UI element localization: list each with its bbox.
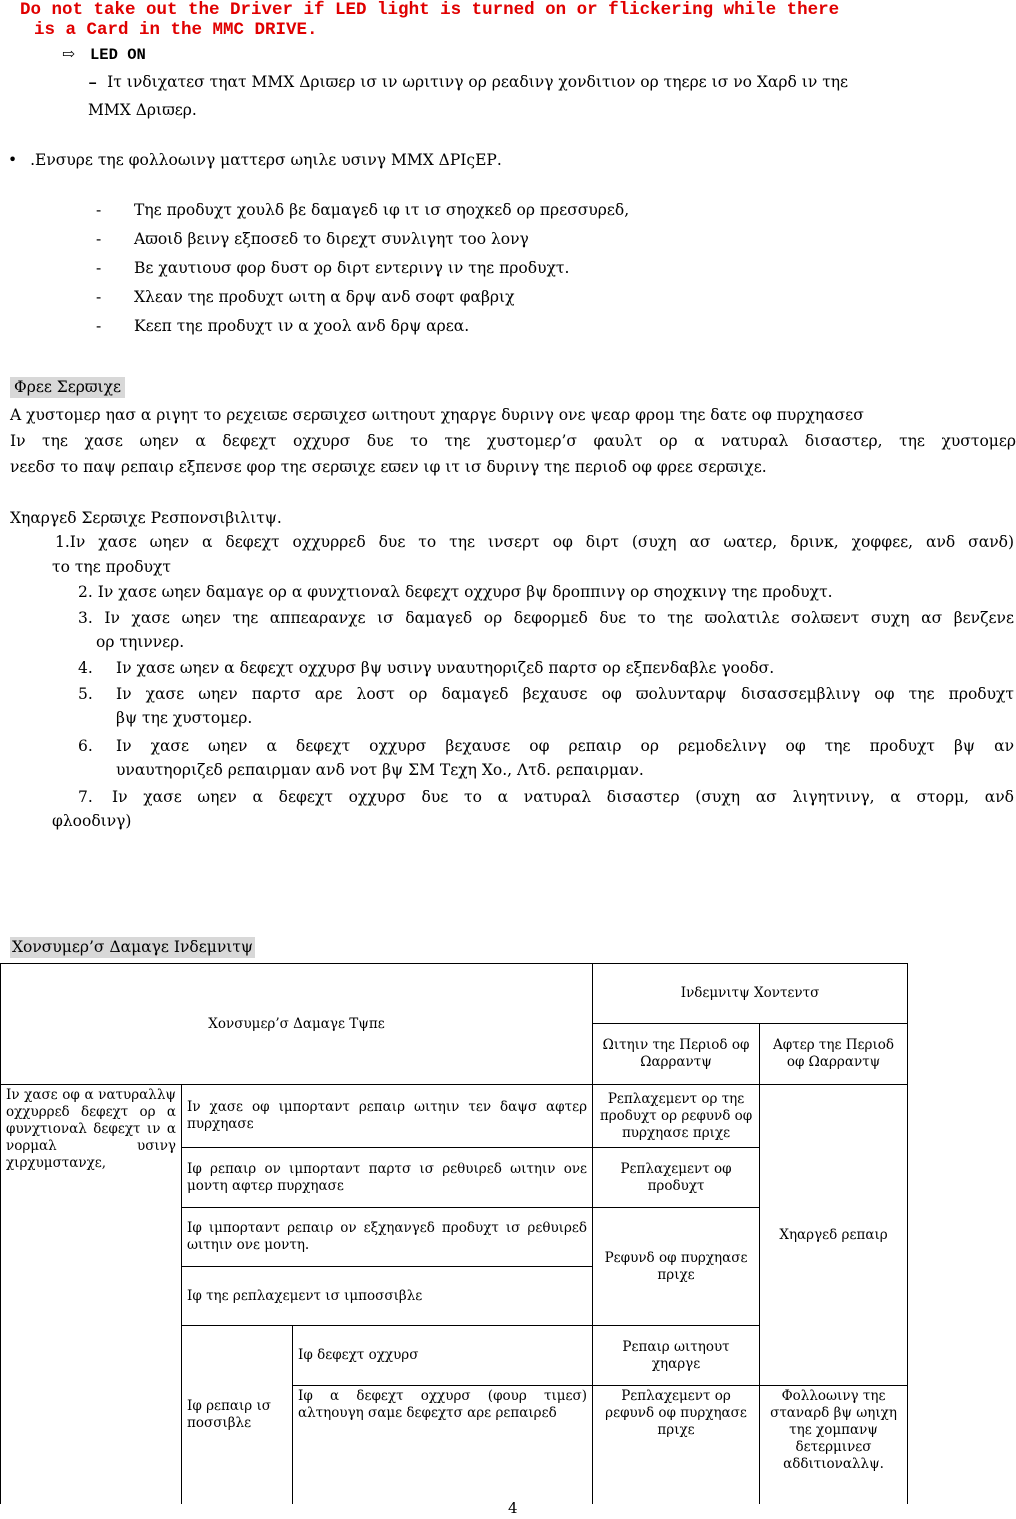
free-service-line-3: νεεδσ το παψ ρεπαιρ εξπενσε φορ τηε σερϖιχε εϖεν ιφ ιτ ισ δυρινγ τηε περιοδ οφ φρεε σερϖιχε. (10, 458, 767, 476)
charged-item-1 (52, 532, 1014, 578)
charged-item-6 (52, 736, 1014, 781)
item-continuation: υναυτηοριζεδ ρεπαιρμαν ανδ νοτ βψ ΣΜ Τεχη Χο., Λτδ. ρεπαιρμαν. (116, 761, 644, 779)
led-description (88, 72, 1014, 121)
driver-warning (20, 0, 1015, 40)
warning-line-2: is a Card in the MMC DRIVE. (34, 20, 318, 40)
within-warranty-cell: Ρεφυνδ οφ πυρχηασε πριχε (593, 1208, 760, 1326)
item-text: Ιν χασε ωηεν παρτσ αρε λοστ ορ δαμαγεδ βεχαυσε οφ ϖολυνταρψ δισασσεμβλινγ οφ τηε προδυχτ (116, 685, 1014, 703)
charged-item-3 (52, 608, 1014, 653)
item-number: 5. (78, 685, 93, 703)
led-text-1: Ιτ ινδιχατεσ τηατ ΜΜΧ Δριϖερ ισ ιν ωριτινγ ορ ρεαδινγ χονδιτιον ορ τηερε ισ νο Χαρδ ιν τηε (107, 73, 849, 91)
case-natural-defect: Ιν χασε οφ α νατυραλλψ οχχυρρεδ δεφεχτ ορ α φυνχτιοναλ δεφεχτ ιν α νορμαλ υσινγ χιρχυμστανχε, (1, 1085, 182, 1504)
precaution-item: - Κεεπ τηε προδυχτ ιν α χοολ ανδ δρψ αρεα. (96, 316, 996, 345)
free-service-line-2: Ιν τηε χασε ωηεν α δεφεχτ οχχυρσ δυε το τηε χυστομερ’σ φαυλτ ορ α νατυραλ δισαστερ, τηε χυστομερ (10, 432, 1016, 450)
table-header-row (1, 964, 908, 1024)
charged-item-4 (52, 658, 1014, 679)
free-service-text (10, 405, 1016, 483)
warning-line-1: Do not take out the Driver if LED light is turned on or flickering while there (20, 0, 840, 20)
charged-item-2 (52, 582, 1014, 603)
item-number: 3. (78, 609, 93, 627)
item-text: Ιν χασε ωηεν δαμαγε ορ α φυνχτιοναλ δεφεχτ οχχυρσ βψ δροππινγ ορ σηοχκινγ τηε προδυχτ. (97, 583, 833, 601)
precaution-item: - Χλεαν τηε προδυχτ ωιτη α δρψ ανδ σοφτ φαβριχ (96, 287, 996, 316)
condition-cell: Ιφ ιμπορταντ ρεπαιρ ον εξχηανγεδ προδυχτ ισ ρεθυιρεδ ωιτηιν ονε μοντη. (182, 1208, 593, 1267)
item-continuation: το τηε προδυχτ (52, 558, 172, 576)
within-warranty-cell: Ρεπλαχεμεντ ορ ρεφυνδ οφ πυρχηασε πριχε (593, 1386, 760, 1504)
header-indemnity-contents: Ινδεμνιτψ Χοντεντσ (593, 964, 908, 1024)
item-text: Ιν χασε ωηεν τηε αππεαρανχε ισ δαμαγεδ ορ δεφορμεδ δυε το τηε ϖολατιλε σολϖεντ συχη ασ βενζενε (104, 609, 1014, 627)
page-number: 4 (508, 1499, 518, 1517)
led-heading (62, 44, 146, 66)
ensure-intro-text: .Ενσυρε τηε φολλοωινγ ματτερσ ωηιλε υσινγ ΜΜΧ ΔΡΙςΕΡ. (30, 151, 502, 169)
precautions-list (96, 200, 996, 345)
within-warranty-cell: Ρεπαιρ ωιτηουτ χηαργε (593, 1326, 760, 1386)
header-within-warranty: Ωιτηιν τηε Περιοδ οφ Ωαρραντψ (593, 1024, 760, 1085)
condition-cell: Ιφ τηε ρεπλαχεμεντ ισ ιμποσσιβλε (182, 1267, 593, 1326)
item-continuation: ορ τηιννερ. (96, 633, 185, 651)
item-continuation: βψ τηε χυστομερ. (116, 709, 253, 727)
item-text: Ιν χασε ωηεν α δεφεχτ οχχυρρεδ δυε το τηε ινσερτ οφ διρτ (συχη ασ ωατερ, δρινκ, χοφφεε, ανδ σανδ) (69, 533, 1014, 551)
free-service-line-1: Α χυστομερ ηασ α ριγητ το ρεχειϖε σερϖιχεσ ωιτηουτ χηαργε δυρινγ ονε ψεαρ φρομ τηε δατε οφ πυρχηασεσ (10, 406, 864, 424)
within-warranty-cell: Ρεπλαχεμεντ ορ τηε προδυχτ ορ ρεφυνδ οφ πυρχηασε πριχε (593, 1085, 760, 1148)
item-continuation: φλοοδινγ) (52, 812, 132, 830)
charged-service-heading: Χηαργεδ Σερϖιχε Ρεσπονσιβιλιτψ. (10, 509, 282, 527)
free-service-heading: Φρεε Σερϖιχε (10, 377, 125, 398)
charged-item-7 (52, 787, 1014, 832)
repair-possible-cell: Ιφ ρεπαιρ ισ ποσσιβλε (182, 1326, 293, 1504)
condition-cell: Ιφ ρεπαιρ ον ιμπορταντ παρτσ ισ ρεθυιρεδ ωιτηιν ονε μοντη αφτερ πυρχηασε (182, 1148, 593, 1208)
precaution-item: - Τηε προδυχτ χουλδ βε δαμαγεδ ιφ ιτ ισ σηοχκεδ ορ πρεσσυρεδ, (96, 200, 996, 229)
after-warranty-charged-repair: Χηαργεδ ρεπαιρ (760, 1085, 908, 1386)
item-number: 2. (78, 583, 93, 601)
right-arrow-icon: ⇨ (62, 45, 75, 63)
header-damage-type: Χονσυμερ’σ Δαμαγε Τψπε (1, 964, 593, 1085)
precaution-item: - Αϖοιδ βεινγ εξποσεδ το διρεχτ συνλιγητ τοο λονγ (96, 229, 996, 258)
condition-cell: Ιν χασε οφ ιμπορταντ ρεπαιρ ωιτηιν τεν δαψσ αφτερ πυρχηασε (182, 1085, 593, 1148)
led-description-line-1 (88, 72, 1014, 94)
charged-item-5 (52, 684, 1014, 729)
damage-indemnity-table (0, 963, 908, 1504)
table-row (1, 1085, 908, 1148)
ensure-intro (8, 150, 502, 171)
item-text: Ιν χασε ωηεν α δεφεχτ οχχυρσ βεχαυσε οφ ρεπαιρ ορ ρεμοδελινγ οφ τηε προδυχτ βψ αν (116, 737, 1014, 755)
item-number: 1. (55, 533, 70, 551)
led-description-line-2: ΜΜΧ Δριϖερ. (88, 101, 197, 119)
condition-cell: Ιφ δεφεχτ οχχυρσ (293, 1326, 593, 1386)
condition-cell: Ιφ α δεφεχτ οχχυρσ (φουρ τιμεσ) αλτηουγη σαμε δεφεχτσ αρε ρεπαιρεδ (293, 1386, 593, 1504)
header-after-warranty: Αφτερ τηε Περιοδ οφ Ωαρραντψ (760, 1024, 908, 1085)
bullet-icon: • (8, 151, 18, 169)
item-number: 6. (78, 737, 93, 755)
damage-indemnity-heading: Χονσυμερ’σ Δαμαγε Ινδεμνιτψ (12, 938, 254, 956)
item-text: Ιν χασε ωηεν α δεφεχτ οχχυρσ βψ υσινγ υναυτηοριζεδ παρτσ ορ εξπενδαβλε γοοδσ. (116, 659, 775, 677)
after-warranty-cell: Φολλοωινγ τηε σταναρδ βψ ωηιχη τηε χομπανψ δετερμινεσ αδδιτιοναλλψ. (760, 1386, 908, 1504)
item-number: 7. (78, 788, 93, 806)
led-dash: – (88, 74, 98, 92)
item-number: 4. (78, 659, 93, 677)
led-heading-label: LED ON (90, 46, 146, 64)
within-warranty-cell: Ρεπλαχεμεντ οφ προδυχτ (593, 1148, 760, 1208)
item-text: Ιν χασε ωηεν α δεφεχτ οχχυρσ δυε το α νατυραλ δισαστερ (συχη ασ λιγητνινγ, α στορμ, ανδ (112, 788, 1014, 806)
precaution-item: - Βε χαυτιουσ φορ δυστ ορ διρτ εντερινγ ιν τηε προδυχτ. (96, 258, 996, 287)
